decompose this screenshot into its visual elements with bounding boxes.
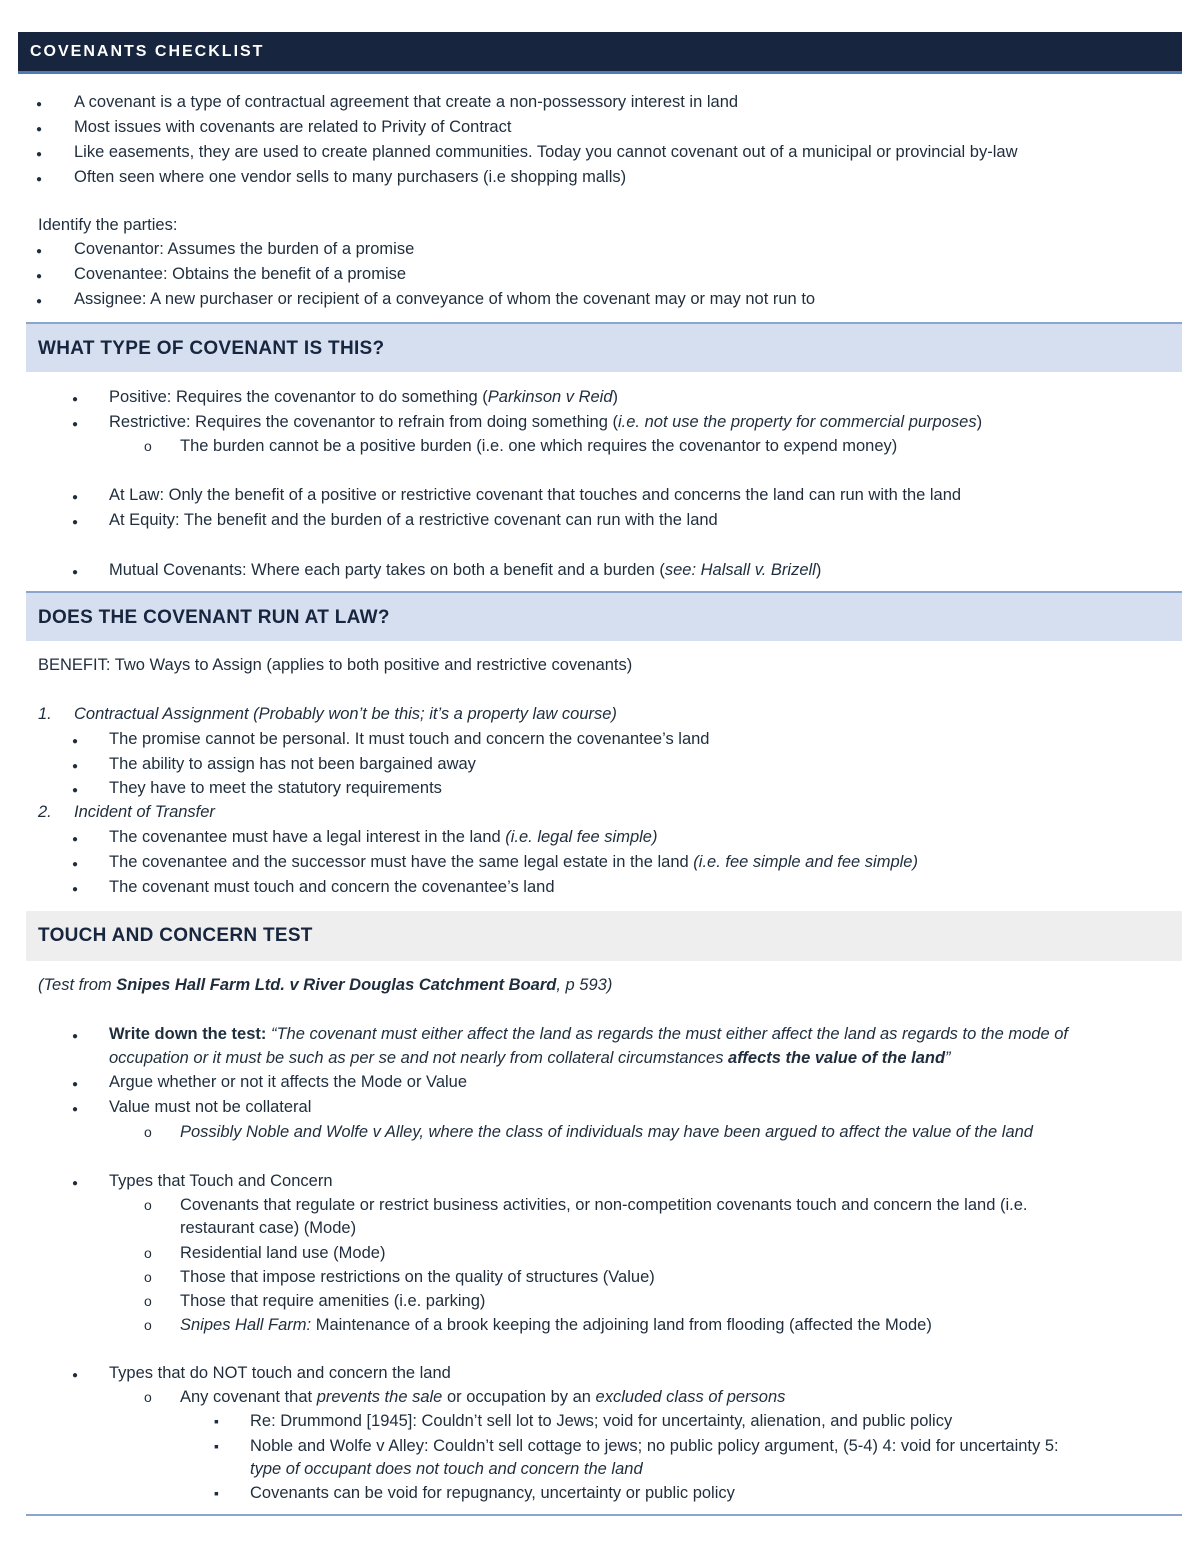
bullet-icon — [72, 411, 78, 436]
list-number: 1. — [38, 705, 52, 723]
test-line-2 — [109, 1047, 951, 1069]
mutual-case: see: Halsall v. Brizell — [664, 561, 816, 579]
circle-bullet-icon — [144, 1386, 152, 1408]
any-emphasis: prevents the sale — [316, 1388, 443, 1406]
test-quote: occupation or it must be such as per se and not nearly from collateral circumstances — [109, 1049, 729, 1067]
parties-heading: Identify the parties: — [38, 216, 178, 234]
transfer-text: The covenantee and the successor must have the same legal estate in the land — [109, 853, 694, 871]
case-item: Noble and Wolfe v Alley: Couldn’t sell cottage to jews; no public policy argument, (5-4) 4: void for uncertainty 5: — [250, 1437, 1059, 1455]
test-quote: “The covenant must either affect the land as regards the must either affect the land as regards to the mode of — [270, 1025, 1068, 1043]
types-not-subitem — [180, 1386, 785, 1408]
bullet-icon — [36, 116, 42, 141]
types-touch-subitem: Those that impose restrictions on the quality of structures (Value) — [180, 1268, 655, 1286]
types-touch-subitem: Those that require amenities (i.e. parking) — [180, 1292, 486, 1310]
test-source — [38, 974, 612, 996]
bullet-icon — [36, 141, 42, 166]
snipes-text: Maintenance of a brook keeping the adjoining land from flooding (affected the Mode) — [311, 1316, 932, 1334]
bullet-icon — [72, 1023, 78, 1048]
circle-bullet-icon — [144, 1242, 152, 1264]
bullet-icon — [36, 166, 42, 191]
circle-bullet-icon — [144, 1290, 152, 1312]
value-item: Value must not be collateral — [109, 1098, 312, 1116]
square-bullet-icon — [214, 1435, 219, 1457]
test-line-1 — [109, 1023, 1068, 1045]
section-heading — [26, 911, 1182, 961]
source-close: , p 593) — [556, 976, 613, 994]
circle-bullet-icon — [144, 435, 152, 457]
transfer-subitem — [109, 826, 657, 848]
bullet-icon — [72, 777, 78, 802]
section-title: DOES THE COVENANT RUN AT LAW? — [38, 607, 390, 628]
party-item: Assignee: A new purchaser or recipient of a conveyance of whom the covenant may or may not run to — [74, 290, 816, 308]
bullet-icon — [72, 1362, 78, 1387]
bullet-icon — [72, 728, 78, 753]
case-name: Snipes Hall Farm Ltd. v River Douglas Catchment Board — [116, 976, 557, 994]
bullet-icon — [72, 851, 78, 876]
transfer-example: (i.e. fee simple and fee simple) — [693, 853, 918, 871]
circle-bullet-icon — [144, 1266, 152, 1288]
argue-item: Argue whether or not it affects the Mode or Value — [109, 1073, 468, 1091]
bullet-icon — [72, 876, 78, 901]
positive-text: Positive: Requires the covenantor to do something ( — [109, 388, 488, 406]
bullet-icon — [72, 559, 78, 584]
case-item: Re: Drummond [1945]: Couldn’t sell lot to Jews; void for uncertainty, alienation, and public policy — [250, 1412, 953, 1430]
restrictive-subitem: The burden cannot be a positive burden (i.e. one which requires the covenantor to expend money) — [180, 437, 898, 455]
positive-close: ) — [612, 388, 619, 406]
bottom-divider — [26, 1514, 1182, 1516]
assign-way-2: Incident of Transfer — [74, 803, 215, 821]
test-quote-emphasis: affects the value of the land — [728, 1049, 946, 1067]
test-label: Write down the test: — [109, 1025, 271, 1043]
types-touch-item: Types that Touch and Concern — [109, 1172, 333, 1190]
circle-bullet-icon — [144, 1194, 152, 1216]
restrictive-example: i.e. not use the property for commercial purposes — [618, 413, 977, 431]
bullet-icon — [72, 509, 78, 534]
case-name: Snipes Hall Farm: — [180, 1316, 312, 1334]
any-text: or occupation by an — [442, 1388, 596, 1406]
assign-way-1: Contractual Assignment (Probably won’t be this; it’s a property law course) — [74, 705, 617, 723]
bullet-icon — [72, 826, 78, 851]
section-title: TOUCH AND CONCERN TEST — [38, 925, 313, 946]
any-text: Any covenant that — [180, 1388, 317, 1406]
mutual-text: Mutual Covenants: Where each party takes on both a benefit and a burden ( — [109, 561, 665, 579]
value-subitem: Possibly Noble and Wolfe v Alley, where the class of individuals may have been argued to affect the value of the land — [180, 1123, 1033, 1141]
at-equity-item: At Equity: The benefit and the burden of a restrictive covenant can run with the land — [109, 511, 718, 529]
case-item: Covenants can be void for repugnancy, uncertainty or public policy — [250, 1484, 735, 1502]
bullet-icon — [36, 263, 42, 288]
intro-item: A covenant is a type of contractual agreement that create a non-possessory interest in land — [74, 93, 739, 111]
test-quote-close: ” — [945, 1049, 951, 1067]
positive-item — [109, 386, 618, 408]
intro-item: Often seen where one vendor sells to many purchasers (i.e shopping malls) — [74, 168, 627, 186]
party-item: Covenantor: Assumes the burden of a promise — [74, 240, 415, 258]
types-not-item: Types that do NOT touch and concern the land — [109, 1364, 451, 1382]
list-number: 2. — [38, 803, 52, 821]
restrictive-close: ) — [976, 413, 983, 431]
document-title: COVENANTS CHECKLIST — [30, 43, 265, 60]
case-name: Parkinson v Reid — [487, 388, 613, 406]
party-item: Covenantee: Obtains the benefit of a promise — [74, 265, 407, 283]
bullet-icon — [72, 484, 78, 509]
types-touch-subitem-cont: restaurant case) (Mode) — [180, 1219, 357, 1237]
transfer-text: The covenantee must have a legal interest in the land — [109, 828, 506, 846]
square-bullet-icon — [214, 1410, 219, 1432]
case-item-cont: type of occupant does not touch and concern the land — [250, 1460, 643, 1478]
transfer-subitem — [109, 851, 918, 873]
transfer-subitem: The covenant must touch and concern the covenantee’s land — [109, 878, 555, 896]
mutual-close: ) — [815, 561, 822, 579]
bullet-icon — [36, 91, 42, 116]
circle-bullet-icon — [144, 1121, 152, 1143]
title-bar — [18, 32, 1182, 74]
section-heading — [26, 591, 1182, 641]
section-heading — [26, 322, 1182, 372]
types-touch-subitem: Residential land use (Mode) — [180, 1244, 386, 1262]
benefit-line: BENEFIT: Two Ways to Assign (applies to both positive and restrictive covenants) — [38, 656, 633, 674]
assign-subitem: They have to meet the statutory requirements — [109, 779, 442, 797]
at-law-item: At Law: Only the benefit of a positive or restrictive covenant that touches and concerns the land can run with the land — [109, 486, 962, 504]
types-touch-subitem: Covenants that regulate or restrict business activities, or non-competition covenants touch and concern the land (i.e. — [180, 1196, 1028, 1214]
types-touch-subitem — [180, 1314, 932, 1336]
assign-subitem: The promise cannot be personal. It must touch and concern the covenantee’s land — [109, 730, 710, 748]
restrictive-item — [109, 411, 982, 433]
transfer-example: (i.e. legal fee simple) — [505, 828, 658, 846]
mutual-item — [109, 559, 821, 581]
assign-subitem: The ability to assign has not been bargained away — [109, 755, 476, 773]
square-bullet-icon — [214, 1482, 219, 1504]
bullet-icon — [72, 1071, 78, 1096]
section-title: WHAT TYPE OF COVENANT IS THIS? — [38, 338, 385, 359]
bullet-icon — [72, 1096, 78, 1121]
source-open: (Test from — [38, 976, 117, 994]
circle-bullet-icon — [144, 1314, 152, 1336]
intro-item: Like easements, they are used to create planned communities. Today you cannot covenant out of a municipal or provincial by-law — [74, 143, 1018, 161]
restrictive-text: Restrictive: Requires the covenantor to refrain from doing something ( — [109, 413, 618, 431]
any-emphasis: excluded class of persons — [595, 1388, 786, 1406]
bullet-icon — [72, 753, 78, 778]
bullet-icon — [72, 1170, 78, 1195]
bullet-icon — [72, 386, 78, 411]
intro-item: Most issues with covenants are related to Privity of Contract — [74, 118, 512, 136]
bullet-icon — [36, 238, 42, 263]
bullet-icon — [36, 288, 42, 313]
